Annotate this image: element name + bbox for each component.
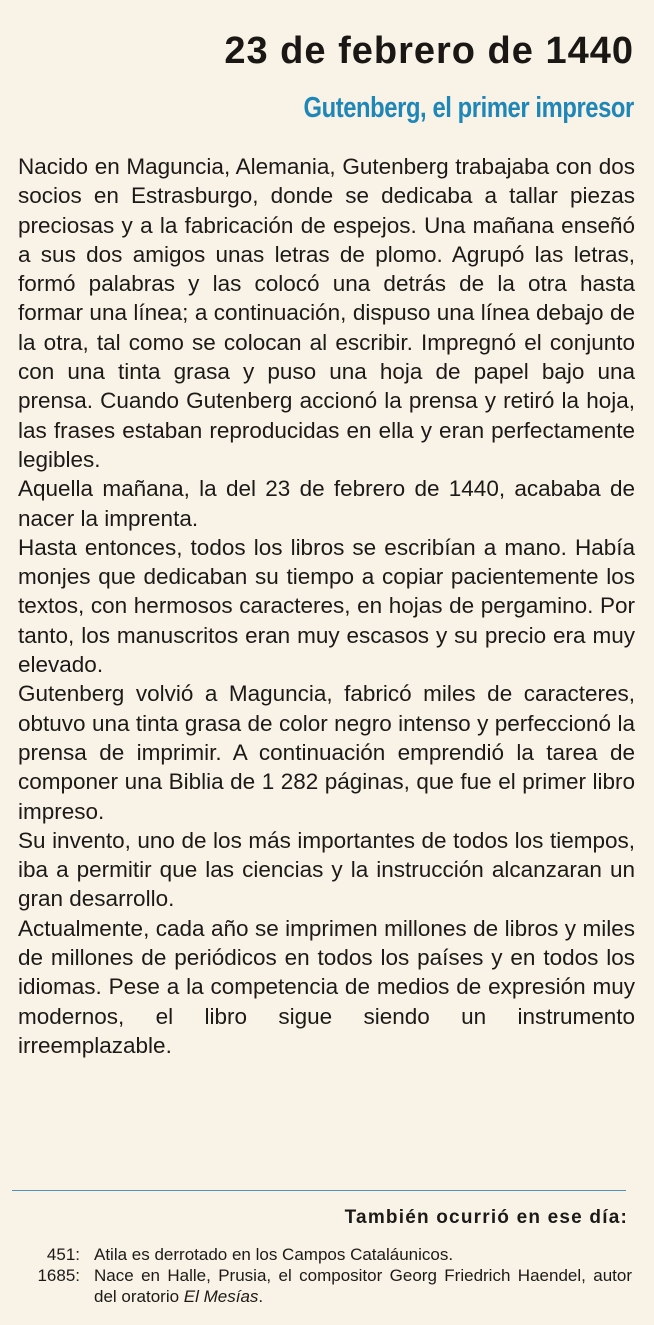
event-description: Nace en Halle, Prusia, el compositor Georg Friedrich Haendel, autor del oratorio El Mesías. xyxy=(94,1266,632,1306)
article-paragraph: Aquella mañana, la del 23 de febrero de 1440, acababa de nacer la imprenta. xyxy=(18,476,635,531)
article-paragraph: Gutenberg volvió a Maguncia, fabricó miles de caracteres, obtuvo una tinta grasa de color negro intenso y perfeccionó la prensa de imprimir. A continuación emprendió la tarea de componer una Biblia de 1 282 páginas, que fue el primer libro impreso. xyxy=(18,681,635,824)
event-description: Atila es derrotado en los Campos Cataláunicos. xyxy=(94,1245,454,1264)
event-year: 1685: xyxy=(37,1266,80,1285)
also-happened-heading: También ocurrió en ese día: xyxy=(344,1207,628,1228)
article-paragraph: Hasta entonces, todos los libros se escribían a mano. Había monjes que dedicaban su tiempo a copiar pacientemente los textos, con hermosos caracteres, en hojas de pergamino. Por tanto, los manuscritos eran muy escasos y su precio era muy elevado. xyxy=(18,534,635,678)
event-item xyxy=(12,1265,632,1307)
article-paragraph: Actualmente, cada año se imprimen millones de libros y miles de millones de periódicos en todos los países y en todos los idiomas. Pese a la competencia de medios de expresión muy modernos, el libro sigue siendo un instrumento irreemplazable. xyxy=(18,915,635,1058)
article-title: Gutenberg, el primer impresor xyxy=(303,92,634,124)
events-list xyxy=(12,1244,632,1307)
event-item xyxy=(12,1244,632,1265)
article-body xyxy=(18,152,635,1060)
page-date: 23 de febrero de 1440 xyxy=(224,30,634,72)
article-paragraph: Nacido en Maguncia, Alemania, Gutenberg trabajaba con dos socios en Estrasburgo, donde se dedicaba a tallar piezas preciosas y a la fabricación de espejos. Una mañana enseñó a sus dos amigos unas letras de plomo. Agrupó las letras, formó palabras y las colocó una detrás de la otra hasta formar una línea; a continuación, dispuso una línea debajo de la otra, tal como se colocan al escribir. Impregnó el conjunto con una tinta grasa y puso una hoja de papel bajo una prensa. Cuando Gutenberg accionó la prensa y retiró la hoja, las frases estaban reproducidas en ella y eran perfectamente legibles. xyxy=(18,154,635,472)
section-divider xyxy=(12,1190,626,1191)
oratorio-title: El Mesías xyxy=(183,1287,259,1306)
event-year: 451: xyxy=(46,1245,80,1264)
article-paragraph: Su invento, uno de los más importantes de todos los tiempos, iba a permitir que las ciencias y la instrucción alcanzaran un gran desarrollo. xyxy=(18,827,635,912)
